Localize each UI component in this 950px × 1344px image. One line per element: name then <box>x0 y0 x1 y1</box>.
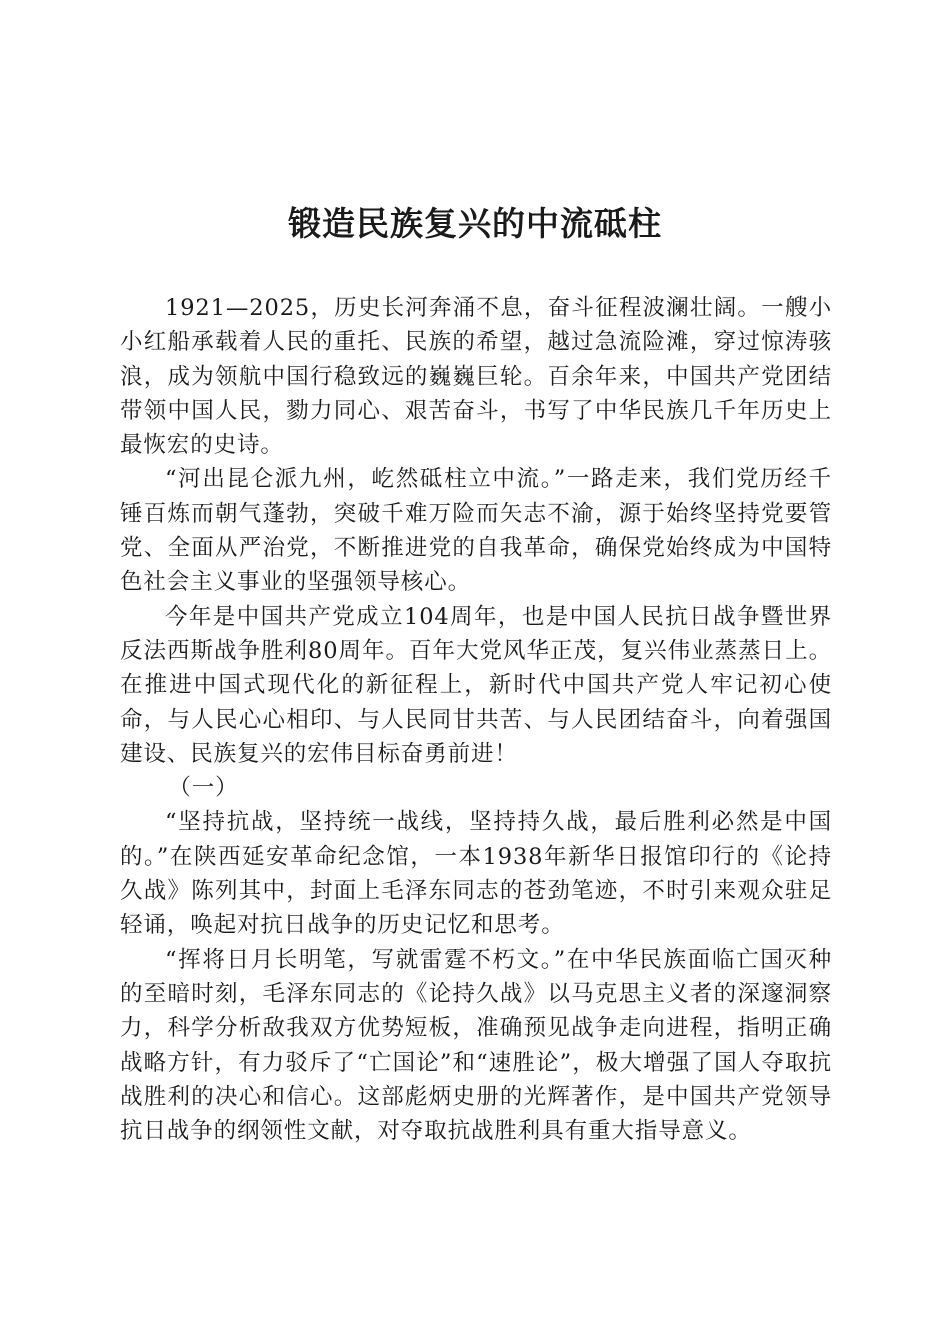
article-body <box>120 291 832 1148</box>
paragraph-protracted-war: “坚持抗战，坚持统一战线，坚持持久战，最后胜利必然是中国的。”在陕西延安革命纪念馆，一本1938年新华日报馆印行的《论持久战》陈列其中，封面上毛泽东同志的苍劲笔迹，不时引来观众驻足轻诵，唤起对抗日战争的历史记忆和思考。 <box>120 809 832 939</box>
paragraph-mainstay: “河出昆仑派九州，屹然砥柱立中流。”一路走来，我们党历经千锤百炼而朝气蓬勃，突破千难万险而矢志不渝，源于始终坚持党要管党、全面从严治党，不断推进党的自我革命，确保党始终成为中国特色社会主义事业的坚强领导核心。 <box>120 466 832 596</box>
paragraph-protracted-war-significance: “挥将日月长明笔，写就雷霆不朽文。”在中华民族面临亡国灭种的至暗时刻，毛泽东同志的《论持久战》以马克思主义者的深邃洞察力，科学分析敌我双方优势短板，准确预见战争走向进程，指明正确战略方针，有力驳斥了“亡国论”和“速胜论”，极大增强了国人夺取抗战胜利的决心和信心。这部彪炳史册的光辉著作，是中国共产党领导抗日战争的纲领性文献，对夺取抗战胜利具有重大指导意义。 <box>120 946 832 1145</box>
paragraph-intro: 1921—2025，历史长河奔涌不息，奋斗征程波澜壮阔。一艘小小红船承载着人民的重托、民族的希望，越过急流险滩，穿过惊涛骇浪，成为领航中国行稳致远的巍巍巨轮。百余年来，中国共产党团结带领中国人民，勠力同心、艰苦奋斗，书写了中华民族几千年历史上最恢宏的史诗。 <box>120 295 832 459</box>
paragraph-anniversary: 今年是中国共产党成立104周年，也是中国人民抗日战争暨世界反法西斯战争胜利80周年。百年大党风华正茂，复兴伟业蒸蒸日上。在推进中国式现代化的新征程上，新时代中国共产党人牢记初心使命，与人民心心相印、与人民同甘共苦、与人民团结奋斗，向着强国建设、民族复兴的宏伟目标奋勇前进！ <box>120 603 832 767</box>
article-title: 锻造民族复兴的中流砥柱 <box>288 204 662 243</box>
section-heading: （一） <box>168 775 239 802</box>
